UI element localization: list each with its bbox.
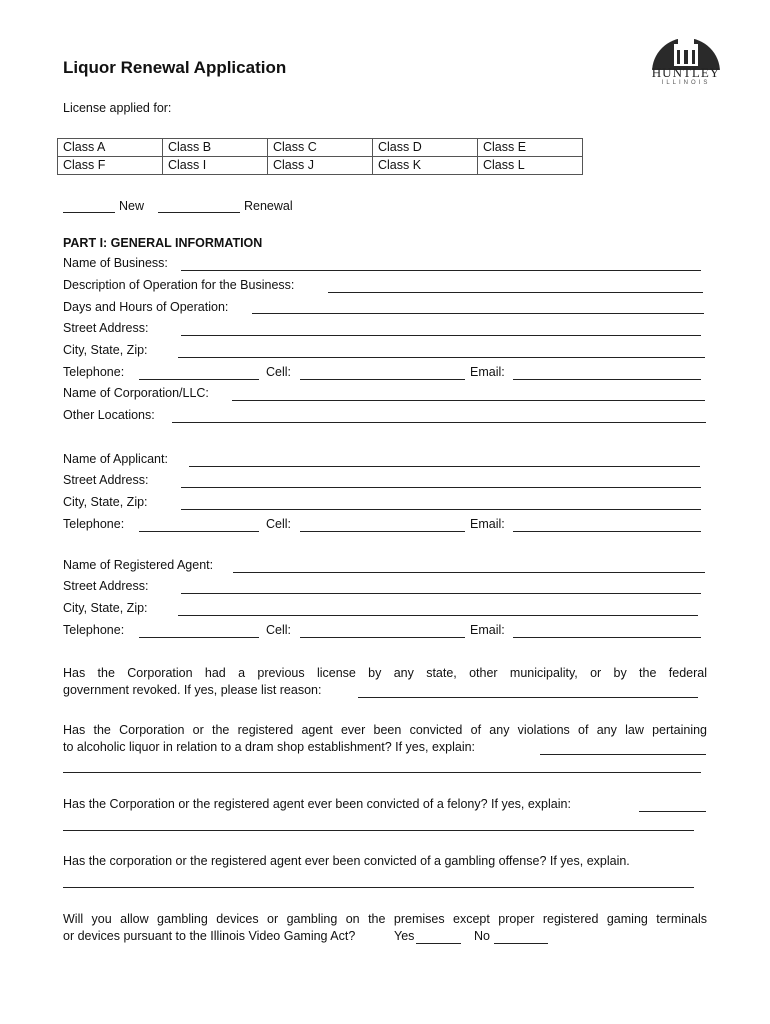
other-locations-field[interactable] [172,422,706,423]
agent-name-field[interactable] [233,572,705,573]
days-hours-field[interactable] [252,313,704,314]
applicant-name-label: Name of Applicant: [63,452,168,466]
page-title: Liquor Renewal Application [63,58,287,77]
description-field[interactable] [328,292,703,293]
applicant-cell-label: Cell: [266,517,292,531]
agent-cell-field[interactable] [300,637,465,638]
liquor-violation-explain-field-2[interactable] [63,772,701,773]
gambling-yes-field[interactable] [416,943,461,944]
business-telephone-label: Telephone: [63,365,125,379]
class-cell[interactable]: Class D [373,139,478,157]
question-previous-license-cont: government revoked. If yes, please list reason: [63,683,322,697]
table-row [58,139,583,157]
agent-city-label: City, State, Zip: [63,601,148,615]
class-cell[interactable]: Class B [163,139,268,157]
gambling-offense-explain-field[interactable] [63,887,694,888]
class-cell[interactable]: Class I [163,157,268,175]
question-gambling-offense: Has the corporation or the registered agent ever been convicted of a gambling offense? If yes, explain. [63,854,630,868]
class-cell[interactable]: Class F [58,157,163,175]
applicant-cell-field[interactable] [300,531,465,532]
logo-subtitle: ILLINOIS [661,80,711,86]
business-street-field[interactable] [181,335,701,336]
gambling-no-label: No [474,929,490,943]
question-felony: Has the Corporation or the registered agent ever been convicted of a felony? If yes, explain: [63,797,571,811]
business-name-field[interactable] [181,270,701,271]
agent-telephone-field[interactable] [139,637,259,638]
applicant-telephone-field[interactable] [139,531,259,532]
part1-heading: PART I: GENERAL INFORMATION [63,236,263,250]
license-label: License applied for: [63,101,172,115]
felony-explain-field[interactable] [639,811,706,812]
question-gambling-devices-cont: or devices pursuant to the Illinois Video Gaming Act? [63,929,356,943]
question-previous-license: Has the Corporation had a previous license by any state, other municipality, or by the federal [63,666,707,680]
gambling-no-field[interactable] [494,943,548,944]
question-gambling-devices: Will you allow gambling devices or gambling on the premises except proper registered gaming terminals [63,912,707,926]
business-name-label: Name of Business: [63,256,168,270]
previous-license-reason-field[interactable] [358,697,698,698]
applicant-email-label: Email: [470,517,505,531]
other-locations-label: Other Locations: [63,408,155,422]
business-cell-field[interactable] [300,379,465,380]
applicant-city-field[interactable] [181,509,701,510]
business-telephone-field[interactable] [139,379,259,380]
agent-city-field[interactable] [178,615,698,616]
agent-email-label: Email: [470,623,505,637]
agent-email-field[interactable] [513,637,701,638]
applicant-name-field[interactable] [189,466,700,467]
gambling-yes-label: Yes [394,929,415,943]
applicant-email-field[interactable] [513,531,701,532]
class-cell[interactable]: Class J [268,157,373,175]
business-cell-label: Cell: [266,365,292,379]
business-street-label: Street Address: [63,321,149,335]
agent-telephone-label: Telephone: [63,623,125,637]
logo-name: HUNTLEY [651,65,721,80]
business-city-field[interactable] [178,357,705,358]
table-row [58,157,583,175]
renewal-label: Renewal [244,199,293,213]
applicant-city-label: City, State, Zip: [63,495,148,509]
question-liquor-violation-cont: to alcoholic liquor in relation to a dram shop establishment? If yes, explain: [63,740,476,754]
liquor-violation-explain-field[interactable] [540,754,706,755]
corporation-label: Name of Corporation/LLC: [63,386,209,400]
license-class-table [57,138,583,175]
question-liquor-violation: Has the Corporation or the registered agent ever been convicted of any violations of any law pertaining [63,723,707,737]
class-cell[interactable]: Class L [478,157,583,175]
applicant-telephone-label: Telephone: [63,517,125,531]
agent-name-label: Name of Registered Agent: [63,558,214,572]
days-hours-label: Days and Hours of Operation: [63,300,229,314]
business-city-label: City, State, Zip: [63,343,148,357]
renewal-field[interactable] [158,212,240,213]
class-cell[interactable]: Class C [268,139,373,157]
class-cell[interactable]: Class E [478,139,583,157]
business-email-label: Email: [470,365,505,379]
business-email-field[interactable] [513,379,701,380]
agent-street-field[interactable] [181,593,701,594]
applicant-street-label: Street Address: [63,473,149,487]
class-cell[interactable]: Class A [58,139,163,157]
felony-explain-field-2[interactable] [63,830,694,831]
class-cell[interactable]: Class K [373,157,478,175]
new-label: New [119,199,145,213]
corporation-field[interactable] [232,400,705,401]
new-field[interactable] [63,212,115,213]
agent-street-label: Street Address: [63,579,149,593]
description-label: Description of Operation for the Business: [63,278,295,292]
applicant-street-field[interactable] [181,487,701,488]
agent-cell-label: Cell: [266,623,292,637]
